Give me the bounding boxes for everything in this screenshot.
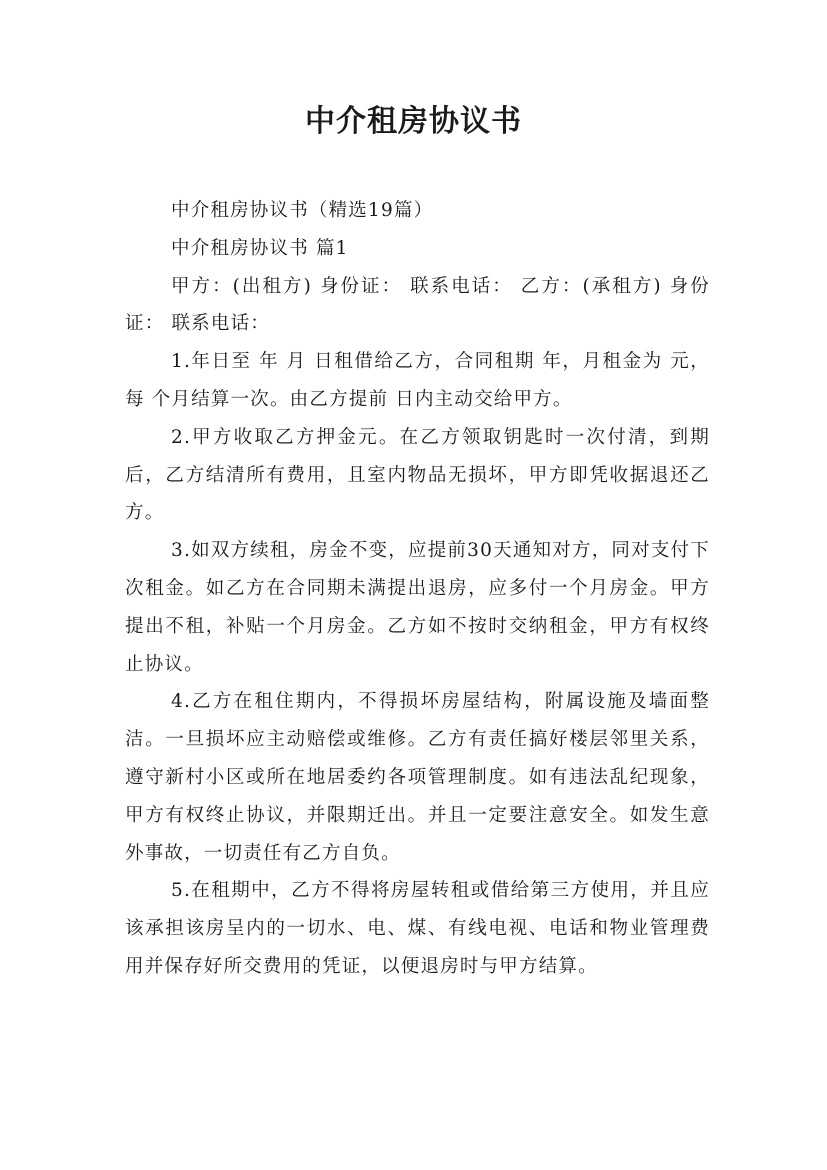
document-title: 中介租房协议书 <box>305 104 522 139</box>
document-body <box>125 192 710 986</box>
paragraph-clause-4: 4.乙方在租住期内，不得损坏房屋结构，附属设施及墙面整洁。一旦损坏应主动赔偿或维修。乙方有责任搞好楼层邻里关系，遵守新村小区或所在地居委约各项管理制度。如有违法乱纪现象，甲方有权终止协议，并限期迁出。并且一定要注意安全。如发生意外事故，一切责任有乙方自负。 <box>125 691 710 864</box>
paragraph-clause-2: 2.甲方收取乙方押金元。在乙方领取钥匙时一次付清，到期后，乙方结清所有费用，且室内物品无损坏，甲方即凭收据退还乙方。 <box>125 426 710 524</box>
paragraph-clause-1: 1.年日至 年 月 日租借给乙方，合同租期 年，月租金为 元，每 个月结算一次。由乙方提前 日内主动交给甲方。 <box>125 351 710 410</box>
paragraph-clause-3: 3.如双方续租，房金不变，应提前30天通知对方，同对支付下次租金。如乙方在合同期未满提出退房，应多付一个月房金。甲方提出不租，补贴一个月房金。乙方如不按时交纳租金，甲方有权终止协议。 <box>125 540 710 675</box>
paragraph-parties: 甲方：(出租方) 身份证： 联系电话： 乙方：(承租方) 身份证： 联系电话： <box>125 275 710 335</box>
paragraph-clause-5: 5.在租期中，乙方不得将房屋转租或借给第三方使用，并且应该承担该房呈内的一切水、电、煤、有线电视、电话和物业管理费用并保存好所交费用的凭证，以便退房时与甲方结算。 <box>125 880 710 977</box>
paragraph-subtitle: 中介租房协议书（精选19篇） <box>171 200 434 221</box>
paragraph-section-heading: 中介租房协议书 篇1 <box>171 237 349 259</box>
